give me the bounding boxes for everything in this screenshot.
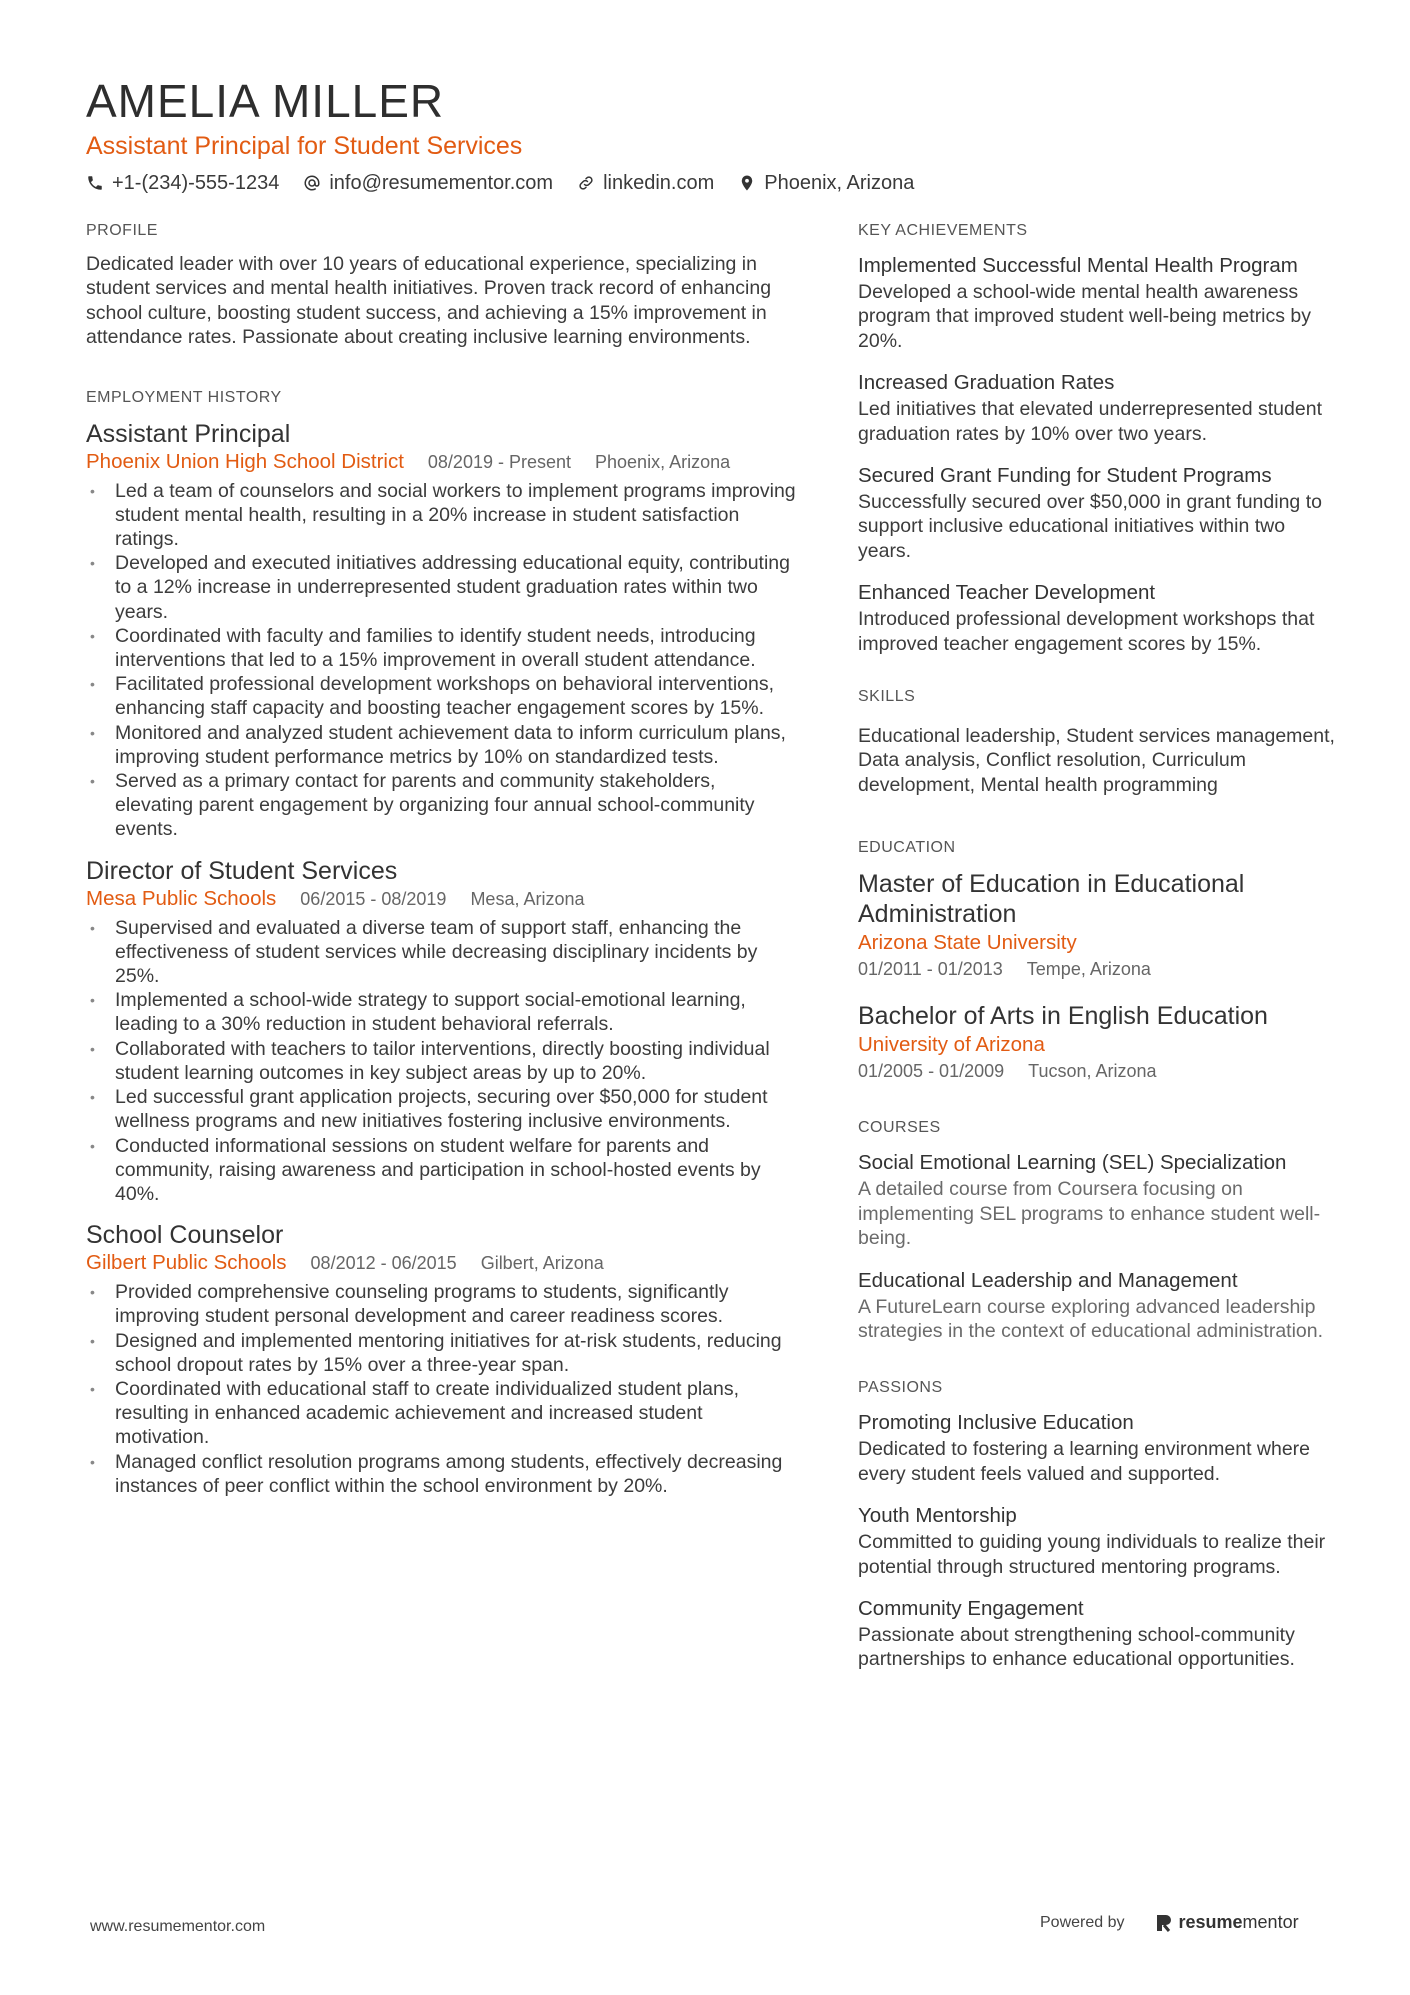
education-item [858,869,1338,981]
skills-text: Educational leadership, Student services management, Data analysis, Conflict resolution, Curriculum development, Mental health programming [858,725,1335,796]
course-text: A FutureLearn course exploring advanced leadership strategies in the context of educational administration. [858,1295,1324,1342]
left-column [86,220,798,1498]
job-location: Mesa, Arizona [470,888,585,909]
job-bullets [86,479,798,842]
bullet-item: • Facilitated professional development workshops on behavioral interventions, enhancing staff capacity and boosting teacher engagement scores by 15%. [86,672,798,720]
bullet-item: • Provided comprehensive counseling programs to students, significantly improving student personal development and career readiness scores. [86,1280,798,1328]
brand-mark-icon [1155,1913,1173,1933]
bullet-item: • Developed and executed initiatives addressing educational equity, contributing to a 12% increase in underrepresented student graduation rates within two years. [86,551,798,624]
job-org: Mesa Public Schools [86,886,277,910]
job-title: Director of Student Services [86,856,398,885]
bullet-item: • Coordinated with educational staff to create individualized student plans, resulting in enhanced academic achievement and increased student motivation. [86,1377,798,1450]
job-bullets [86,916,798,1206]
course-item [858,1267,1338,1344]
passion-item [858,1502,1338,1579]
achievement-title: Implemented Successful Mental Health Program [858,254,1298,277]
right-column [858,220,1338,1688]
course-title: Educational Leadership and Management [858,1268,1238,1292]
employment-section [86,387,798,1498]
candidate-name: AMELIA MILLER [86,75,445,127]
achievement-item [858,462,1338,563]
passion-title: Promoting Inclusive Education [858,1411,1134,1435]
achievement-title: Increased Graduation Rates [858,371,1115,395]
course-text: A detailed course from Coursera focusing on implementing SEL programs to enhance student well-being. [858,1178,1321,1250]
profile-section [86,220,798,350]
bullet-item: • Led a team of counselors and social workers to implement programs improving student mental health, resulting in a 20% increase in student satisfaction ratings. [86,479,798,552]
course-title: Social Emotional Learning (SEL) Specialization [858,1151,1287,1175]
powered-by-label: Powered by [1040,1913,1125,1931]
phone-icon [86,174,104,192]
job-entry [86,419,798,842]
achievement-text: Introduced professional development workshops that improved teacher engagement scores by 15%. [858,608,1315,655]
achievements-section [858,220,1338,656]
contact-location [738,168,914,198]
location-text: Phoenix, Arizona [764,172,915,194]
phone-text: +1-(234)-555-1234 [112,172,280,194]
contact-email[interactable] [303,168,553,198]
contact-linkedin[interactable] [577,168,714,198]
linkedin-text: linkedin.com [603,172,715,194]
achievement-title: Enhanced Teacher Development [858,581,1156,605]
job-entry [86,856,798,1206]
achievement-item [858,579,1338,656]
job-org: Gilbert Public Schools [86,1251,287,1275]
skills-section [858,686,1338,797]
bullet-item: • Monitored and analyzed student achievement data to inform curriculum plans, improving student performance metrics by 10% on standardized tests. [86,721,798,769]
brand-logo[interactable] [1155,1912,1299,1933]
bullet-item: • Designed and implemented mentoring initiatives for at-risk students, reducing school dropout rates by 15% over a three-year span. [86,1329,798,1377]
link-icon [577,174,595,192]
courses-heading: COURSES [858,1119,941,1137]
passions-section [858,1377,1338,1671]
bullet-item: • Implemented a school-wide strategy to support social-emotional learning, leading to a 30% reduction in student behavioral referrals. [86,988,798,1036]
education-dates: 01/2005 - 01/2009 [858,1061,1005,1082]
achievement-text: Led initiatives that elevated underrepresented student graduation rates by 10% over two years. [858,398,1322,445]
bullet-item: • Managed conflict resolution programs among students, effectively decreasing instances of peer conflict within the school environment by 20%. [86,1450,798,1498]
courses-section [858,1117,1338,1343]
school-name: University of Arizona [858,1033,1045,1057]
contact-bar [86,168,1326,198]
bullet-item: • Supervised and evaluated a diverse team of support staff, enhancing the effectiveness of student services while decreasing disciplinary incidents by 25%. [86,916,798,989]
passion-text: Dedicated to fostering a learning environment where every student feels valued and supported. [858,1438,1311,1485]
job-meta [86,886,798,912]
school-name: Arizona State University [858,931,1077,955]
footer-website[interactable]: www.resumementor.com [90,1918,266,1935]
location-pin-icon [738,174,756,192]
candidate-role: Assistant Principal for Student Services [86,132,523,160]
bullet-item: • Coordinated with faculty and families to identify student needs, introducing interventions that led to a 15% improvement in overall student attendance. [86,624,798,672]
achievement-text: Developed a school-wide mental health awareness program that improved student well-being metrics by 20%. [858,281,1312,352]
brand-name-bold: resume [1178,1912,1243,1932]
bullet-item: • Collaborated with teachers to tailor interventions, directly boosting individual student learning outcomes in key subject areas by up to 20%. [86,1037,798,1085]
achievement-item [858,369,1338,446]
at-icon [303,174,321,192]
job-title: Assistant Principal [86,419,291,448]
course-item [858,1149,1338,1250]
bullet-item: • Led successful grant application projects, securing over $50,000 for student wellness programs and new initiatives fostering inclusive environments. [86,1085,798,1133]
profile-text: Dedicated leader with over 10 years of educational experience, specializing in student services and mental health initiatives. Proven track record of enhancing school culture, boosting student success, and achieving a 15% improvement in attendance rates. Passionate about creating inclusive learning environments. [86,253,772,349]
bullet-item: • Conducted informational sessions on student welfare for parents and community, raising awareness and participation in school-hosted events by 40%. [86,1134,798,1207]
achievement-title: Secured Grant Funding for Student Programs [858,464,1272,488]
passion-item [858,1409,1338,1486]
skills-heading: SKILLS [858,688,916,706]
achievements-heading: KEY ACHIEVEMENTS [858,222,1028,239]
education-section [858,837,1338,1083]
education-meta [858,1059,1338,1083]
job-entry [86,1220,798,1498]
degree-title: Bachelor of Arts in English Education [858,1002,1268,1031]
education-item [858,1001,1338,1083]
job-dates: 08/2019 - Present [427,451,572,472]
job-dates: 06/2015 - 08/2019 [300,888,447,909]
passion-title: Youth Mentorship [858,1504,1017,1528]
job-location: Gilbert, Arizona [480,1253,604,1274]
passion-text: Passionate about strengthening school-community partnerships to enhance educational opportunities. [858,1623,1295,1671]
achievement-item [858,252,1338,353]
footer-brand [1040,1912,1299,1933]
job-location: Phoenix, Arizona [595,451,731,472]
education-location: Tempe, Arizona [1026,959,1151,980]
education-location: Tucson, Arizona [1028,1061,1157,1082]
profile-heading: PROFILE [86,222,158,239]
degree-title: Master of Education in Educational Administration [858,870,1245,929]
brand-name-light: mentor [1242,1912,1299,1932]
education-meta [858,957,1338,981]
resume-header [86,74,1326,198]
contact-phone[interactable] [86,168,279,198]
education-heading: EDUCATION [858,839,956,857]
employment-heading: EMPLOYMENT HISTORY [86,388,282,406]
job-title: School Counselor [86,1221,284,1250]
email-text: info@resumementor.com [329,172,554,194]
job-dates: 08/2012 - 06/2015 [310,1253,457,1274]
passion-item [858,1595,1338,1672]
passion-text: Committed to guiding young individuals to realize their potential through structured mentoring programs. [858,1531,1326,1578]
job-bullets [86,1280,798,1498]
job-org: Phoenix Union High School District [86,449,404,473]
job-meta [86,449,798,475]
passion-title: Community Engagement [858,1596,1084,1620]
bullet-item: • Served as a primary contact for parents and community stakeholders, elevating parent engagement by organizing four annual school-community events. [86,769,798,842]
job-meta [86,1250,798,1276]
passions-heading: PASSIONS [858,1379,943,1397]
achievement-text: Successfully secured over $50,000 in grant funding to support inclusive educational initiatives within two years. [858,491,1322,562]
education-dates: 01/2011 - 01/2013 [858,959,1003,980]
